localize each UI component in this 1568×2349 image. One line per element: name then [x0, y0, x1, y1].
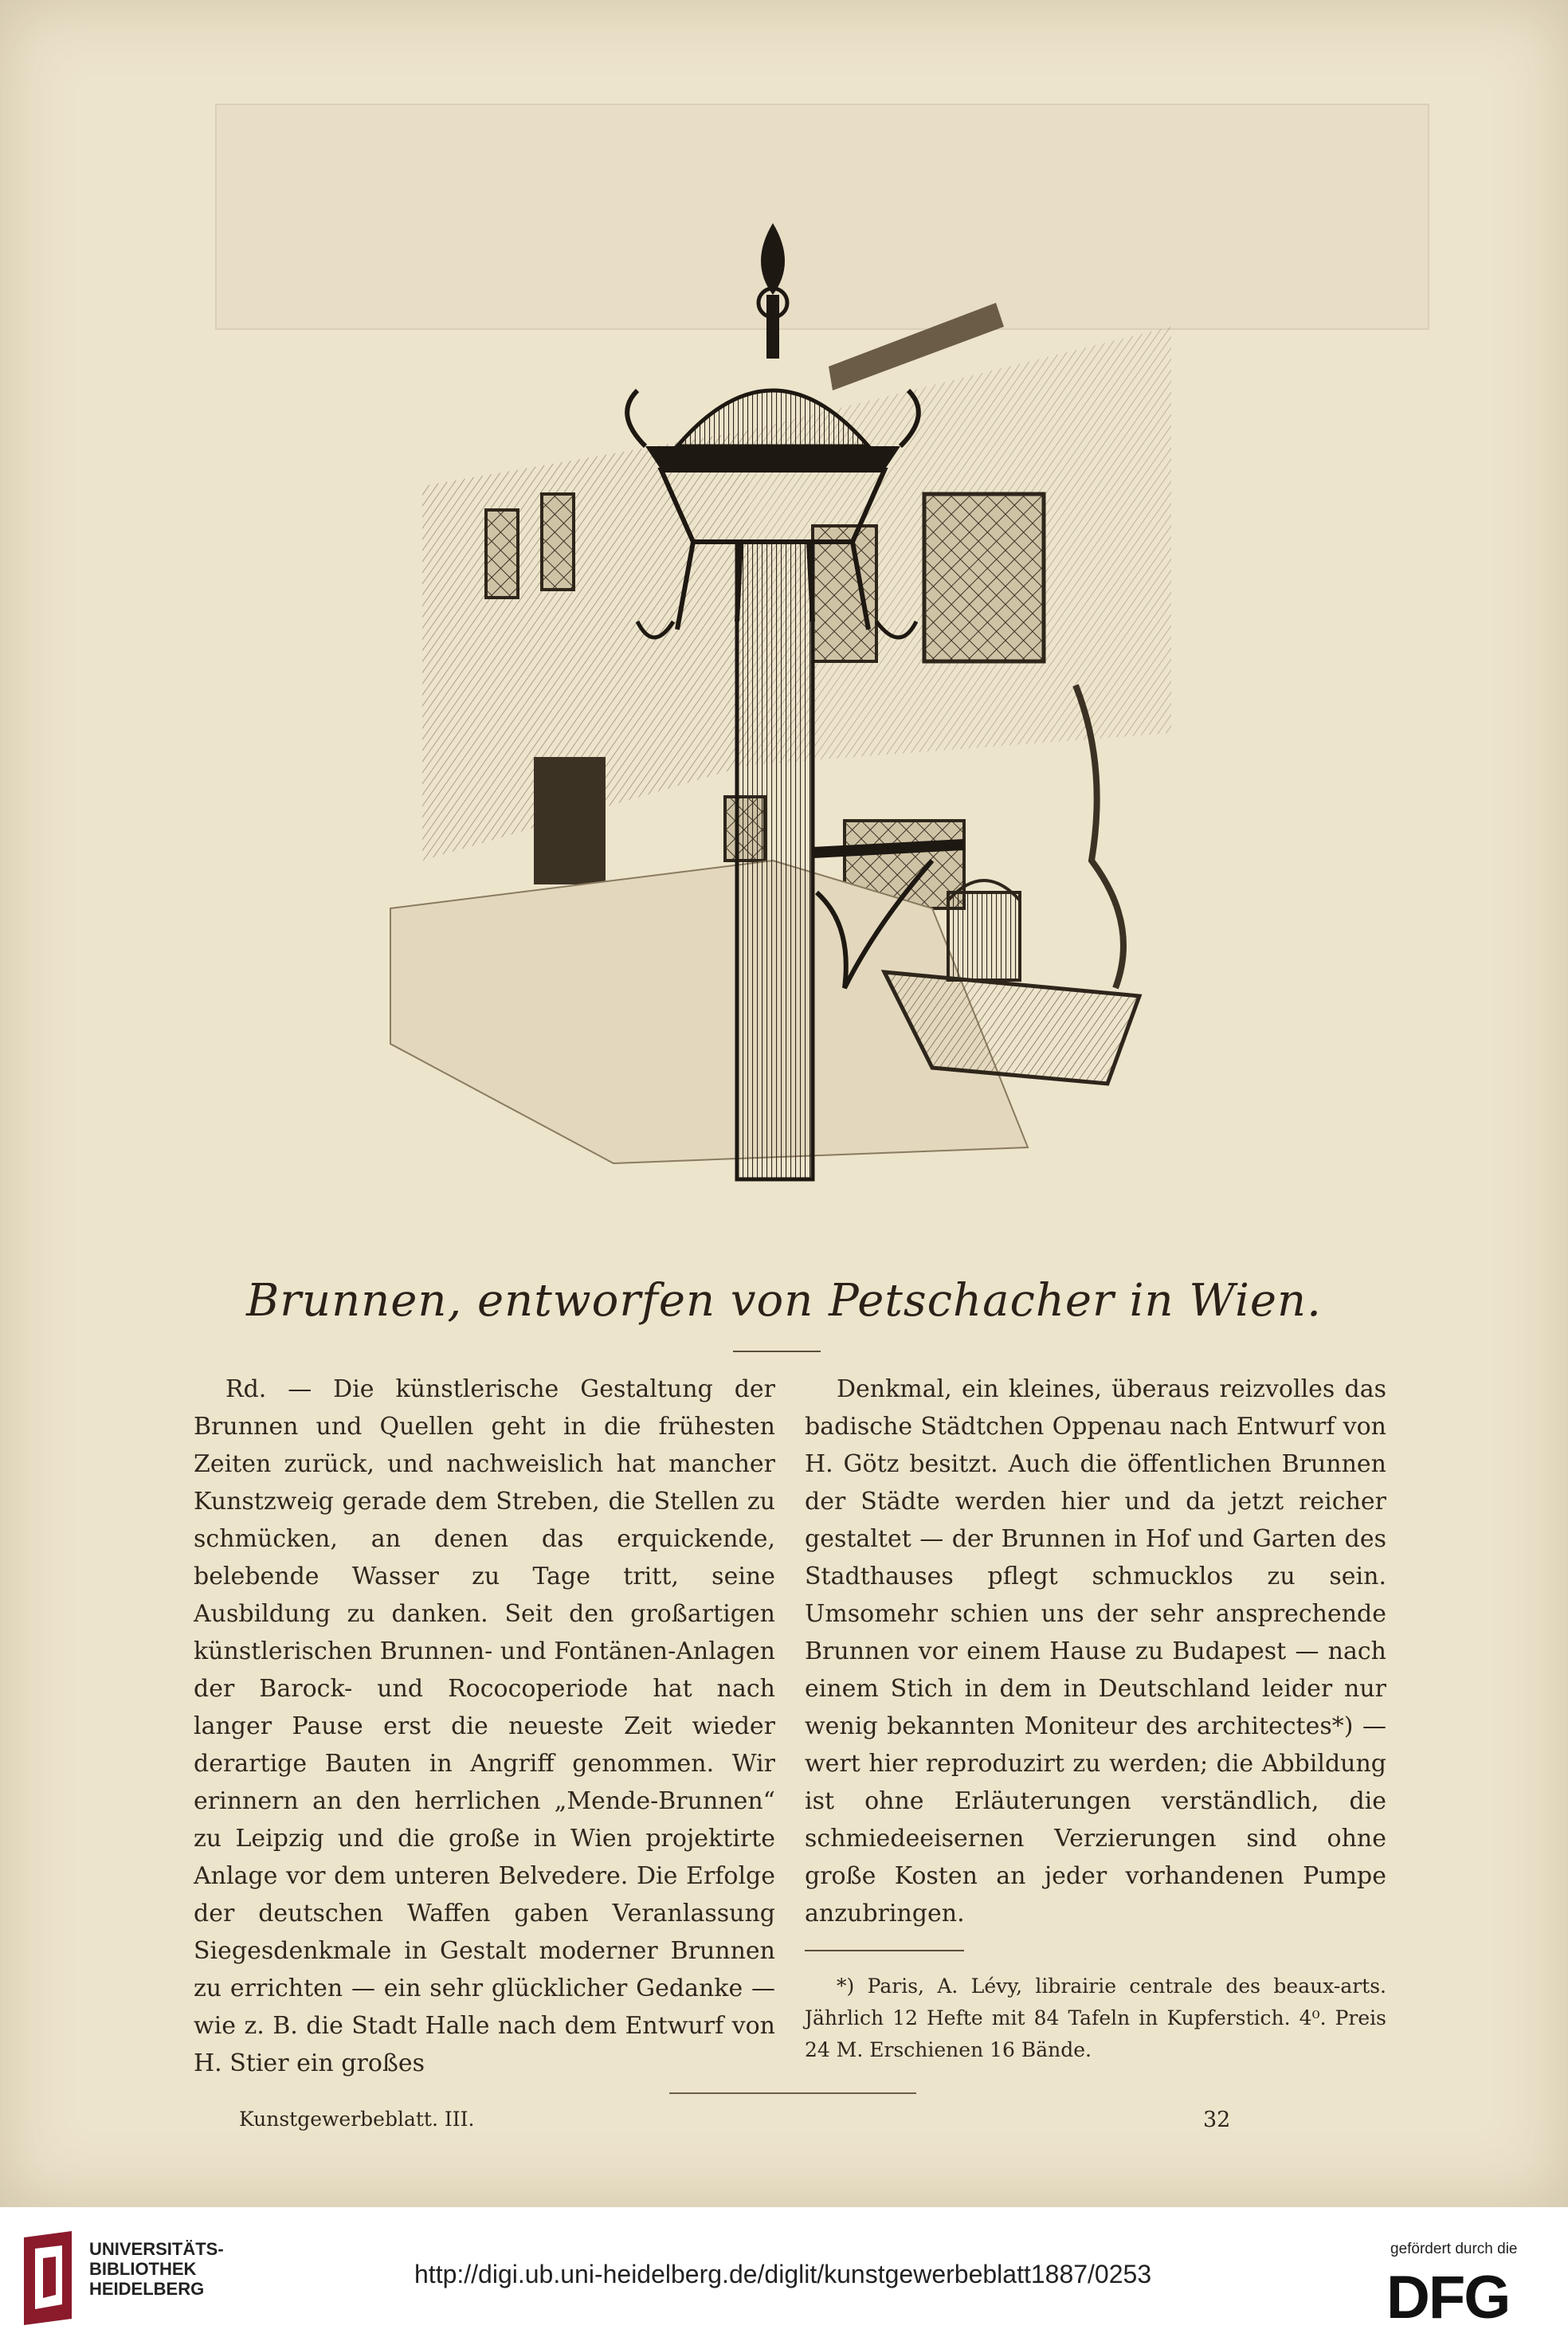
- journal-name: Kunstgewerbeblatt. III.: [239, 2108, 475, 2131]
- title-divider: [733, 1351, 821, 1352]
- footnote-divider: [805, 1950, 964, 1951]
- dfg-logo: DFG: [1386, 2264, 1510, 2331]
- library-name: [89, 2239, 224, 2299]
- university-library-logo-icon: [24, 2231, 80, 2325]
- left-column: [194, 1371, 775, 2082]
- digitization-band: [0, 2215, 1568, 2349]
- article-title: Brunnen, entworfen von Petschacher in Wien.: [246, 1275, 1322, 1327]
- funder-note: gefördert durch die: [1390, 2241, 1518, 2257]
- permalink-url[interactable]: http://digi.ub.uni-heidelberg.de/diglit/kunstgewerbeblatt1887/0253: [414, 2260, 1152, 2288]
- article-paragraph-continued: Denkmal, ein kleines, überaus reizvolles das badische Städtchen Oppenau nach Entwurf von H. Götz besitzt. Auch die öffentlichen Brunnen der Städte werden hier und da jetzt reicher gestaltet — der Brunnen in Hof und Garten des Stadthauses pflegt schmucklos zu sein. Umsomehr schien uns der sehr ansprechende Brunnen vor einem Hause zu Budapest — nach einem Stich in dem in Deutschland leider nur wenig bekannten Moniteur des architectes*) — wert hier reproduzirt zu werden; die Abbildung ist ohne Erläuterungen verständlich, die schmiedeeisernen Verzierungen sind ohne große Kosten an jeder vorhandenen Pumpe anzubringen.: [805, 1375, 1386, 1927]
- footnote: *) Paris, A. Lévy, librairie centrale des beaux-arts. Jährlich 12 Hefte mit 84 Tafeln in Kupferstich. 4⁰. Preis 24 M. Erschienen 16 Bände.: [805, 1974, 1386, 2061]
- right-column: [805, 1371, 1386, 2066]
- library-name-line: UNIVERSITÄTS-: [89, 2239, 224, 2259]
- library-name-line: BIBLIOTHEK: [89, 2259, 197, 2279]
- library-name-line: HEIDELBERG: [89, 2279, 205, 2299]
- footer-divider: [669, 2092, 916, 2094]
- well-fountain-engraving-icon: [374, 207, 1219, 1235]
- article-paragraph: Rd. — Die künstlerische Gestaltung der Brunnen und Quellen geht in die frühesten Zeiten zurück, und nachweislich hat mancher Kunstzweig gerade dem Streben, die Stellen zu schmücken, an denen das erquickende, belebende Wasser zu Tage tritt, seine Ausbildung zu danken. Seit den großartigen künstlerischen Brunnen- und Fontänen-Anlagen der Barock- und Rococoperiode hat nach langer Pause erst die neueste Zeit wieder derartige Bauten in Angriff genommen. Wir erinnern an den herrlichen „Mende-Brunnen“ zu Leipzig und die große in Wien projektirte Anlage vor dem unteren Belvedere. Die Erfolge der deutschen Waffen gaben Veranlassung Siegesdenkmale in Gestalt moderner Brunnen zu errichten — ein sehr glücklicher Gedanke — wie z. B. die Stadt Halle nach dem Entwurf von H. Stier ein großes: [194, 1375, 775, 2077]
- page-number: 32: [1203, 2108, 1231, 2132]
